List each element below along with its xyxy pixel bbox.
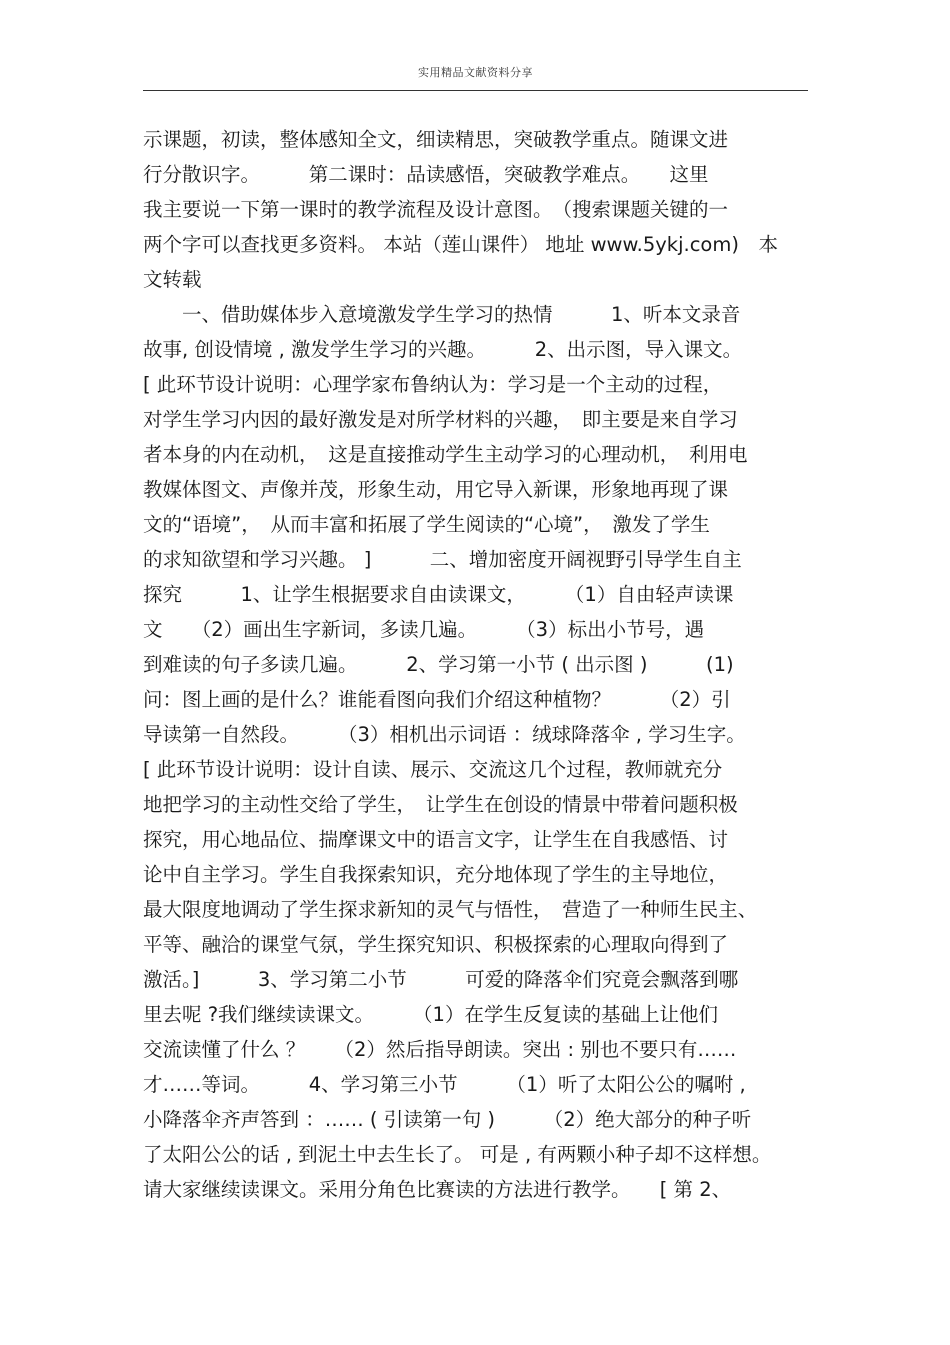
text-line: 探究 1、让学生根据要求自由读课文， （1）自由轻声读课 bbox=[143, 583, 734, 606]
text-line: 两个字可以查找更多资料。 本站（莲山课件） 地址 www.5ykj.com) 本 bbox=[143, 233, 778, 256]
text-line: 问：图上画的是什么？谁能看图向我们介绍这种植物？ （2）引 bbox=[143, 688, 731, 711]
document-body bbox=[143, 122, 813, 1207]
text-line: 地把学习的主动性交给了学生， 让学生在创设的情景中带着问题积极 bbox=[143, 793, 738, 816]
text-line: 文的“语境”， 从而丰富和拓展了学生阅读的“心境”， 激发了学生 bbox=[143, 513, 710, 536]
text-line: 交流读懂了什么 ？ （2）然后指导朗读。突出 : 别也不要只有…… bbox=[143, 1038, 737, 1061]
text-line: 文转载 bbox=[143, 268, 202, 291]
text-line: [ 此环节设计说明：设计自读、展示、交流这几个过程，教师就充分 bbox=[143, 758, 723, 781]
text-line: 探究，用心地品位、揣摩课文中的语言文字，让学生在自我感悟、讨 bbox=[143, 828, 729, 851]
text-line: 示课题，初读，整体感知全文，细读精思，突破教学重点。随课文进 bbox=[143, 128, 729, 151]
text-line: 教媒体图文、声像并茂，形象生动，用它导入新课，形象地再现了课 bbox=[143, 478, 729, 501]
text-line: 最大限度地调动了学生探求新知的灵气与悟性， 营造了一种师生民主、 bbox=[143, 898, 758, 921]
text-line: 我主要说一下第一课时的教学流程及设计意图。 （搜索课题关键的一 bbox=[143, 198, 729, 221]
text-line: 论中自主学习。学生自我探索知识，充分地体现了学生的主导地位， bbox=[143, 863, 729, 886]
text-line: 导读第一自然段。 （3）相机出示词语 ：绒球降落伞 , 学习生字。 bbox=[143, 723, 746, 746]
text-line: 才……等词。 4、学习第三小节 （1）听了太阳公公的嘱咐 , bbox=[143, 1073, 746, 1096]
text-line: 者本身的内在动机， 这是直接推动学生主动学习的心理动机， 利用电 bbox=[143, 443, 748, 466]
text-line: 激活。] 3、学习第二小节 可爱的降落伞们究竟会飘落到哪 bbox=[143, 968, 739, 991]
text-line: 到难读的句子多读几遍。 2、学习第一小节 ( 出示图 ) (1) bbox=[143, 653, 734, 676]
page-header: 实用精品文献资料分享 bbox=[418, 66, 533, 79]
text-line: 的求知欲望和学习兴趣。 ] 二、增加密度开阔视野引导学生自主 bbox=[143, 548, 742, 571]
text-line: 里去呢 ?我们继续读课文。 （1）在学生反复读的基础上让他们 bbox=[143, 1003, 718, 1026]
text-line: 小降落伞齐声答到 ：…… ( 引读第一句 ) （2）绝大部分的种子听 bbox=[143, 1108, 752, 1131]
text-line: 故事, 创设情境 , 激发学生学习的兴趣。 2、出示图，导入课文。 bbox=[143, 338, 743, 361]
text-line: 一、借助媒体步入意境激发学生学习的热情 1、听本文录音 bbox=[143, 303, 741, 326]
text-line: 了太阳公公的话 , 到泥土中去生长了。 可是 , 有两颗小种子却不这样想。 bbox=[143, 1143, 772, 1166]
text-line: 平等、融洽的课堂气氛，学生探究知识、积极探索的心理取向得到了 bbox=[143, 933, 729, 956]
text-line: 请大家继续读课文。采用分角色比赛读的方法进行教学。 [ 第 2、 bbox=[143, 1178, 732, 1201]
text-line: 对学生学习内因的最好激发是对所学材料的兴趣， 即主要是来自学习 bbox=[143, 408, 738, 431]
text-line: 行分散识字。 第二课时：品读感悟，突破教学难点。 这里 bbox=[143, 163, 709, 186]
text-line: [ 此环节设计说明：心理学家布鲁纳认为：学习是一个主动的过程， bbox=[143, 373, 723, 396]
text-line: 文 （2）画出生字新词，多读几遍。 （3）标出小节号，遇 bbox=[143, 618, 705, 641]
header-divider bbox=[143, 90, 808, 91]
